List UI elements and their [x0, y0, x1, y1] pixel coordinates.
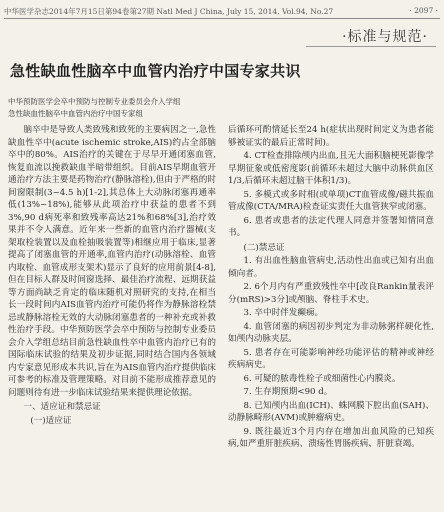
list-item: 2. 6个月内有严重致残性卒中[改良Rankin量表评分(mRS)>3分]或颅脑、脊柱手术史。 — [228, 282, 434, 305]
author-line: 中华预防医学会卒中预防与控制专业委员会介入学组 — [8, 97, 181, 106]
list-item: 6. 可疑的脓毒性栓子或细菌性心内膜炎。 — [243, 373, 401, 384]
list-item: 3. 卒中时伴发癫痫。 — [243, 308, 324, 318]
page-number: · 2097 · — [409, 6, 438, 15]
journal-citation: 中华医学杂志2014年7月15日第94卷第27期 Natl Med J China, July 15, 2014, Vol.94, No.27 — [4, 7, 334, 16]
list-item: 8. 已知颅内出血(ICH)、蛛网膜下腔出血(SAH)、动静脉畸形(AVM)或肿瘤病史。 — [228, 400, 434, 423]
left-text-column — [8, 124, 216, 427]
list-item: 7. 生存期预期<90 d。 — [243, 387, 333, 397]
section-tag: ·标准与规范· — [342, 29, 428, 45]
article-title: 急性缺血性脑卒中血管内治疗中国专家共识 — [10, 62, 301, 80]
running-header — [4, 6, 440, 17]
list-item: 5. 患者存在可能影响神经功能评估的精神或神经疾病病史。 — [228, 347, 434, 370]
body-paragraph: 后循环可酌情延长至24 h(症状出现时间定义为患者能够被证实的最后正常时间)。 — [228, 125, 434, 148]
section-tag-divider — [306, 46, 436, 47]
author-line: 急性缺血性脑卒中血管内治疗中国专家组 — [8, 109, 143, 118]
list-item: 5. 多模式或多时相(或单项)CT血管成像/磁共振血管成像(CTA/MRA)检查证实责任大血管狭窄或闭塞。 — [228, 189, 434, 212]
author-block — [8, 96, 428, 120]
subsection-heading: (二)禁忌证 — [243, 242, 285, 253]
list-item: 1. 有出血性脑血管病史,活动性出血或已知有出血倾向者。 — [228, 256, 434, 279]
header-divider — [4, 18, 440, 19]
list-item: 6. 患者或患者的法定代理人同意并签署知情同意书。 — [228, 215, 434, 238]
section-heading: 一、适应证和禁忌证 — [23, 402, 101, 412]
right-text-column — [228, 124, 434, 452]
intro-paragraph: 脑卒中是导致人类致残和致死的主要病因之一,急性缺血性卒中(acute ischemic stroke,AIS)约占全部脑卒中的80%。AIS治疗的关键在于尽早开通闭塞血管,恢复血流以挽救缺血半暗带组织。目前AIS早期血管开通治疗方法主要是药物治疗(静脉溶栓),但由于严格的时间窗限制(3~4.5 h)[1-2],其总体上大动脉闭塞再通率低(13%~18%),能够从此项治疗中获益的患者不到3%,90 d病死率和致残率高达21%和68%[3],治疗效果并不令人满意。近年来一些新的血管内治疗器械(支架取栓装置以及血栓抽吸装置等)相继应用于临床,显著提高了闭塞血管的开通率,血管内治疗(动脉溶栓、血管内取栓、血管成形支架术)显示了良好的应用前景[4-8],但在目标人群及时间窗选择、最佳治疗流程、远期获益等方面尚缺乏肯定的临床随机对照研究的支持,在相当长一段时间内AIS血管内治疗可能仍将作为静脉溶栓禁忌或静脉溶栓无效的大动脉闭塞患者的一种补充或补救性治疗手段。中华预防医学会卒中预防与控制专业委员会介入学组总结目前急性缺血性卒中血管内治疗已有的国际临床试验的结果及初步证据,同时结合国内各领域内专家意见形成本共识,旨在为AIS血管内治疗提供临床可参考的标准及管理策略。对目前不能形成推荐意见的问题则待有进一步临床试验结果来提供理论依据。 — [8, 125, 216, 398]
subsection-heading: (一)适应证 — [30, 415, 72, 426]
list-item: 4. 血管闭塞的病因初步判定为非动脉粥样硬化性,如颅内动脉夹层。 — [228, 321, 434, 344]
list-item: 9. 既往最近3个月内存在增加出血风险的已知疾病,如严重肝脏疾病、溃疡性胃肠疾病、肝脏衰竭。 — [228, 426, 434, 449]
list-item: 4. CT检查排除颅内出血,且无大面积脑梗死影像学早期征象或低密度影(前循环未超过大脑中动脉供血区1/3,后循环未超过脑干体积1/3)。 — [228, 151, 434, 186]
